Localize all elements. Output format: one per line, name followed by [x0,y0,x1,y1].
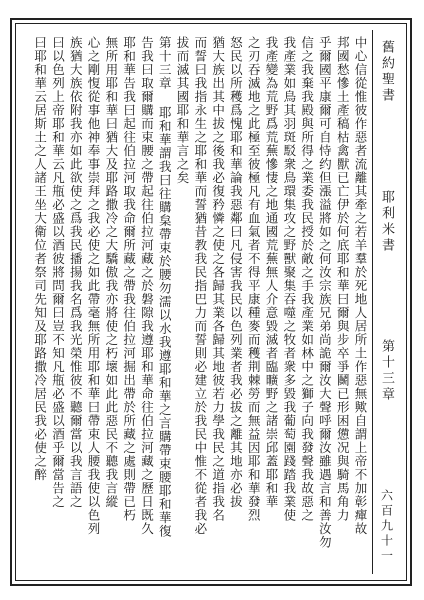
text-column: 乎爾國平康爾可自恃约但漲溢將如之何汝宗族兄弟尚詭爾汝大聲呼爾汝雖遇言和善汝勿 [317,36,333,549]
page-frame [10,18,412,586]
text-column: 族猶大族依附我亦如此欲使之爲我民播揚我名爲我光榮惟彼不聽爾當以我言語之 [68,36,84,509]
text-column: 中心信從惟彼作惡者流離其牽之若羊羣於死地人居所土作惡無歟自謂上帝不加彰癉故 [353,36,368,536]
text-column: 曰以色列上帝耶和華云凡甁必盛以酒彼將問爾曰豈不知凡甁必盛以酒乎爾當告之 [50,36,66,509]
running-header [372,30,400,574]
book-name: 耶利米書 [379,189,394,254]
text-column: 猶大族出其中拔之後我必復矜憐之使之各歸其業各歸其地彼若力學我民之道指我名 [210,36,226,522]
text-column: 邦國愁慘土產稿枯禽獸已亡伊於何底耶和華曰爾與步卒爭鬭已形困憊况與騎馬角力 [335,36,351,522]
text-column: 曰耶和華云居斯土之人諸王坐大衛位者祭司先知及耶路撒冷居民我必使之醉 [32,36,48,482]
text-column: 無所用耶和華曰猶大及耶路撒冷之大驕傲我亦將使之朽壞如此此惡民不聽我言縱 [103,36,119,509]
text-column: 之刃吞滅地之此極至彼極凡有血氣者不得平康種麥而穫荆棘勞而無益因耶和華發烈 [246,36,262,522]
text-column: 第十三章 耶和華謂我曰往購枲帶束於腰勿濡以水我遵耶和華之言購帶束腰耶和華復 [157,36,173,538]
text-column: 怒民以所穫爲愧耶和華論我惡鄰曰凡侵害我民以色列業者我必拔之離其地亦必拔 [228,36,244,509]
text-column: 心之剛愎從事他神奉事崇拜之我必使之如此帶毫無所用耶和華曰帶束人腰我使以色列 [86,36,102,536]
body-text [28,34,366,570]
text-column: 信之我棄我殿與所得之業委我民授於敵之手我產業如林中之獅子向我發聲我故惡之 [299,36,315,522]
text-column: 拔而滅其國耶和華言之矣 [175,36,191,185]
chapter-label: 第十三章 [379,339,394,404]
page-frame-inner [15,23,407,581]
text-column: 我產變為荒野爲荒蕪慘悽之地通國荒蕪無人介意毀滅者臨曠野之諸崇邱蓋耶和華 [264,36,280,509]
book-title: 舊約聖書 [379,40,394,104]
text-column: 而誓曰我指永生之耶和華而誓猶昔教我民指巴力而誓則必建立於我民中惟不從者我必 [192,36,208,536]
page-number: 六百九十一 [379,488,394,564]
text-column: 耶和華告我曰起往伯拉河取我命爾所藏之帶我往伯拉河掘出帶於所藏之處則帶已朽 [121,36,137,522]
text-column: 我產業如鳥其羽斑駁衆鳥環集攻之野獸聚集吞噬之牧者衆多毀我葡萄園踐踏我業使 [281,36,297,522]
text-column: 告我曰取爾購而束腰之帶起往伯拉河藏之於磐隙我遵耶和華命往伯拉河藏之歷日既久 [139,36,155,536]
